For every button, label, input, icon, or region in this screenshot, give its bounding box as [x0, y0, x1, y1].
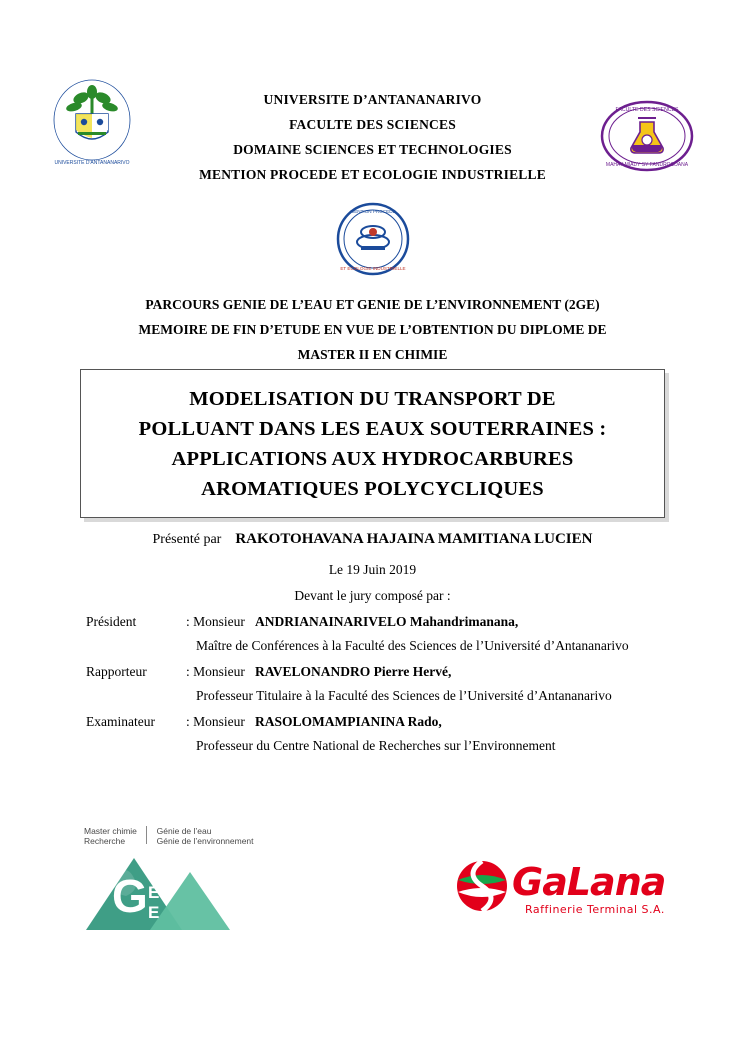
jury-name: ANDRIANAINARIVELO Mahandrimanana,: [255, 614, 519, 629]
jury-role: Examinateur: [86, 714, 155, 729]
mention-seal-icon: [336, 202, 410, 276]
thesis-title-box: [80, 369, 665, 518]
galana-wordmark: GaLana: [512, 860, 666, 904]
gee-caption-right-2: Génie de l’environnement: [156, 836, 254, 846]
title-line-2: POLLUANT DANS LES EAUX SOUTERRAINES :: [138, 417, 607, 440]
jury-name: RASOLOMAMPIANINA Rado,: [255, 714, 442, 729]
defense-date: Le 19 Juin 2019: [328, 562, 417, 577]
jury-name: RAVELONANDRO Pierre Hervé,: [255, 664, 452, 679]
jury-prefix: : Monsieur: [186, 714, 245, 729]
parcours-line-1: PARCOURS GENIE DE L’EAU ET GENIE DE L’ENVIRONNEMENT (2GE): [145, 297, 600, 312]
header-lines: [150, 87, 595, 187]
jury-name-line: [186, 661, 451, 683]
jury-detail: Maître de Conférences à la Faculté des Sciences de l’Université d’Antananarivo: [196, 638, 629, 653]
jury-prefix: : Monsieur: [186, 664, 245, 679]
header-line-2: FACULTE DES SCIENCES: [289, 117, 456, 132]
jury-name-line: [186, 711, 442, 733]
gee-caption-right-1: Génie de l’eau: [156, 826, 212, 836]
presented-by-line: [0, 531, 745, 548]
svg-text:ET ECOLOGIE INDUSTRIELLE: ET ECOLOGIE INDUSTRIELLE: [340, 266, 406, 271]
galana-logo-icon: [452, 858, 667, 926]
galana-tagline: Raffinerie Terminal S.A.: [525, 903, 665, 916]
header-line-3: DOMAINE SCIENCES ET TECHNOLOGIES: [233, 142, 512, 157]
author-name: RAKOTOHAVANA HAJAINA MAMITIANA LUCIEN: [235, 531, 593, 547]
gee-logo-caption: [84, 826, 254, 846]
title-line-4: AROMATIQUES POLYCYCLIQUES: [201, 477, 544, 500]
parcours-block: [60, 292, 685, 367]
jury-detail: Professeur Titulaire à la Faculté des Sciences de l’Université d’Antananarivo: [196, 688, 612, 703]
jury-entry: [86, 711, 686, 759]
gee-caption-divider: [146, 826, 147, 844]
svg-text:E: E: [148, 883, 160, 902]
gee-caption-left-2: Recherche: [84, 836, 126, 846]
jury-detail: Professeur du Centre National de Recherches sur l’Environnement: [196, 738, 556, 753]
jury-prefix: : Monsieur: [186, 614, 245, 629]
jury-intro: Devant le jury composé par :: [294, 588, 451, 603]
svg-text:G: G: [112, 870, 148, 922]
presented-by-label: Présenté par: [152, 532, 222, 547]
jury-role: Rapporteur: [86, 664, 147, 679]
jury-entry: [86, 611, 686, 659]
svg-text:FACULTE DES SCIENCES: FACULTE DES SCIENCES: [615, 107, 679, 113]
thesis-title: [81, 384, 664, 504]
jury-name-line: [186, 611, 518, 633]
jury-role: Président: [86, 614, 137, 629]
jury-entry: [86, 661, 686, 709]
header-line-4: MENTION PROCEDE ET ECOLOGIE INDUSTRIELLE: [199, 167, 546, 182]
svg-text:MAHAY MIADY SY FANDROSOANA: MAHAY MIADY SY FANDROSOANA: [605, 162, 689, 168]
parcours-line-2: MEMOIRE DE FIN D’ETUDE EN VUE DE L’OBTENTION DU DIPLOME DE: [138, 322, 607, 337]
parcours-line-3: MASTER II EN CHIMIE: [297, 347, 448, 362]
svg-text:UNIVERSITE D'ANTANANARIVO: UNIVERSITE D'ANTANANARIVO: [54, 160, 130, 166]
gee-caption-left-1: Master chimie: [84, 826, 137, 836]
svg-text:MENTION PROCEDE: MENTION PROCEDE: [350, 209, 396, 214]
jury-list: [86, 611, 686, 761]
header-block: [0, 78, 745, 198]
title-line-3: APPLICATIONS AUX HYDROCARBURES: [171, 447, 574, 470]
header-line-1: UNIVERSITE D’ANTANANARIVO: [263, 92, 482, 107]
title-line-1: MODELISATION DU TRANSPORT DE: [189, 387, 556, 410]
svg-text:E: E: [148, 903, 160, 922]
